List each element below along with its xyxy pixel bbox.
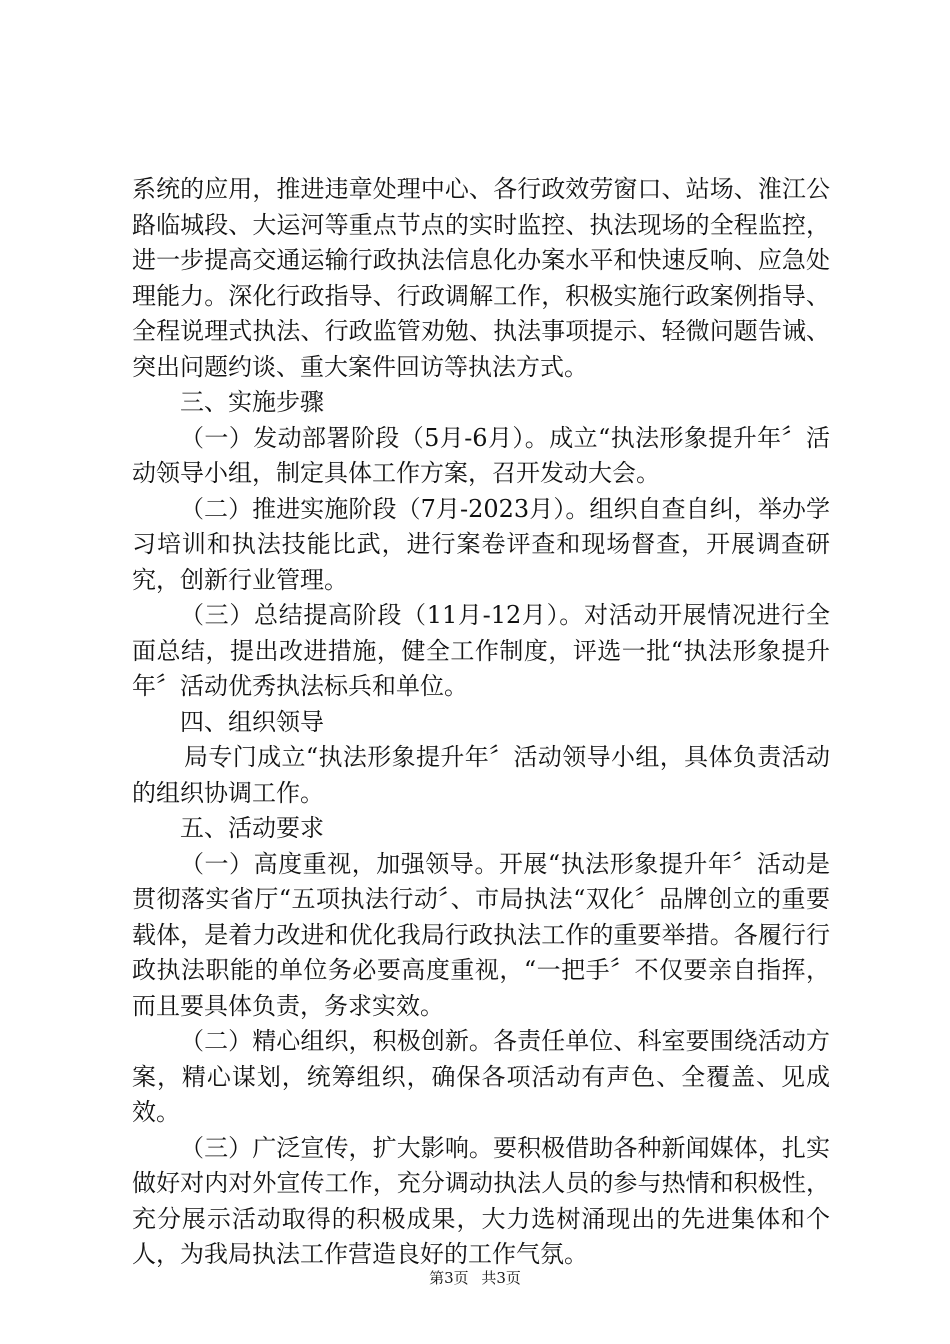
- page-total: 共3页: [481, 1269, 521, 1287]
- paragraph-step-2: （二）推进实施阶段（7月-2023月）。组织自查自纠，举办学习培训和执法技能比武，进行案卷评查和现场督查，开展调查研究，创新行业管理。: [132, 494, 830, 594]
- section-heading-leadership: 四、组织领导: [180, 707, 324, 736]
- paragraph-requirement-1: （一）高度重视，加强领导。开展“执法形象提升年〞活动是贯彻落实省厅“五项执法行动〞、市局执法“双化〞品牌创立的重要载体，是着力改进和优化我局行政执法工作的重要举措。各履行行政执法职能的单位务必要高度重视，“一把手〞不仅要亲自指挥，而且要具体负责，务求实效。: [132, 849, 830, 1020]
- section-heading-requirements: 五、活动要求: [180, 814, 324, 842]
- paragraph-step-1: （一）发动部署阶段（5月-6月）。成立“执法形象提升年〞活动领导小组，制定具体工作方案，召开发动大会。: [132, 423, 830, 487]
- page-footer: [0, 1267, 950, 1288]
- paragraph-requirement-3: （三）广泛宣传，扩大影响。要积极借助各种新闻媒体，扎实做好对内对外宣传工作，充分调动执法人员的参与热情和积极性，充分展示活动取得的积极成果，大力选树涌现出的先进集体和个人，为我局执法工作营造良好的工作气氛。: [132, 1133, 830, 1268]
- paragraph-leadership: 局专门成立“执法形象提升年〞活动领导小组，具体负责活动的组织协调工作。: [132, 743, 830, 807]
- paragraph-requirement-2: （二）精心组织，积极创新。各责任单位、科室要围绕活动方案，精心谋划，统筹组织，确保各项活动有声色、全覆盖、见成效。: [132, 1027, 830, 1126]
- paragraph-intro: 系统的应用，推进违章处理中心、各行政效劳窗口、站场、淮江公路临城段、大运河等重点节点的实时监控、执法现场的全程监控，进一步提高交通运输行政执法信息化办案水平和快速反响、应急处理能力。深化行政指导、行政调解工作，积极实施行政案例指导、全程说理式执法、行政监管劝勉、执法事项提示、轻微问题告诫、突出问题约谈、重大案件回访等执法方式。: [132, 175, 830, 381]
- section-heading-steps: 三、实施步骤: [180, 388, 324, 416]
- paragraph-step-3: （三）总结提高阶段（11月-12月）。对活动开展情况进行全面总结，提出改进措施，健全工作制度，评选一批“执法形象提升年〞活动优秀执法标兵和单位。: [132, 601, 830, 700]
- document-body: [132, 172, 830, 1273]
- page-number: 第3页: [429, 1269, 469, 1287]
